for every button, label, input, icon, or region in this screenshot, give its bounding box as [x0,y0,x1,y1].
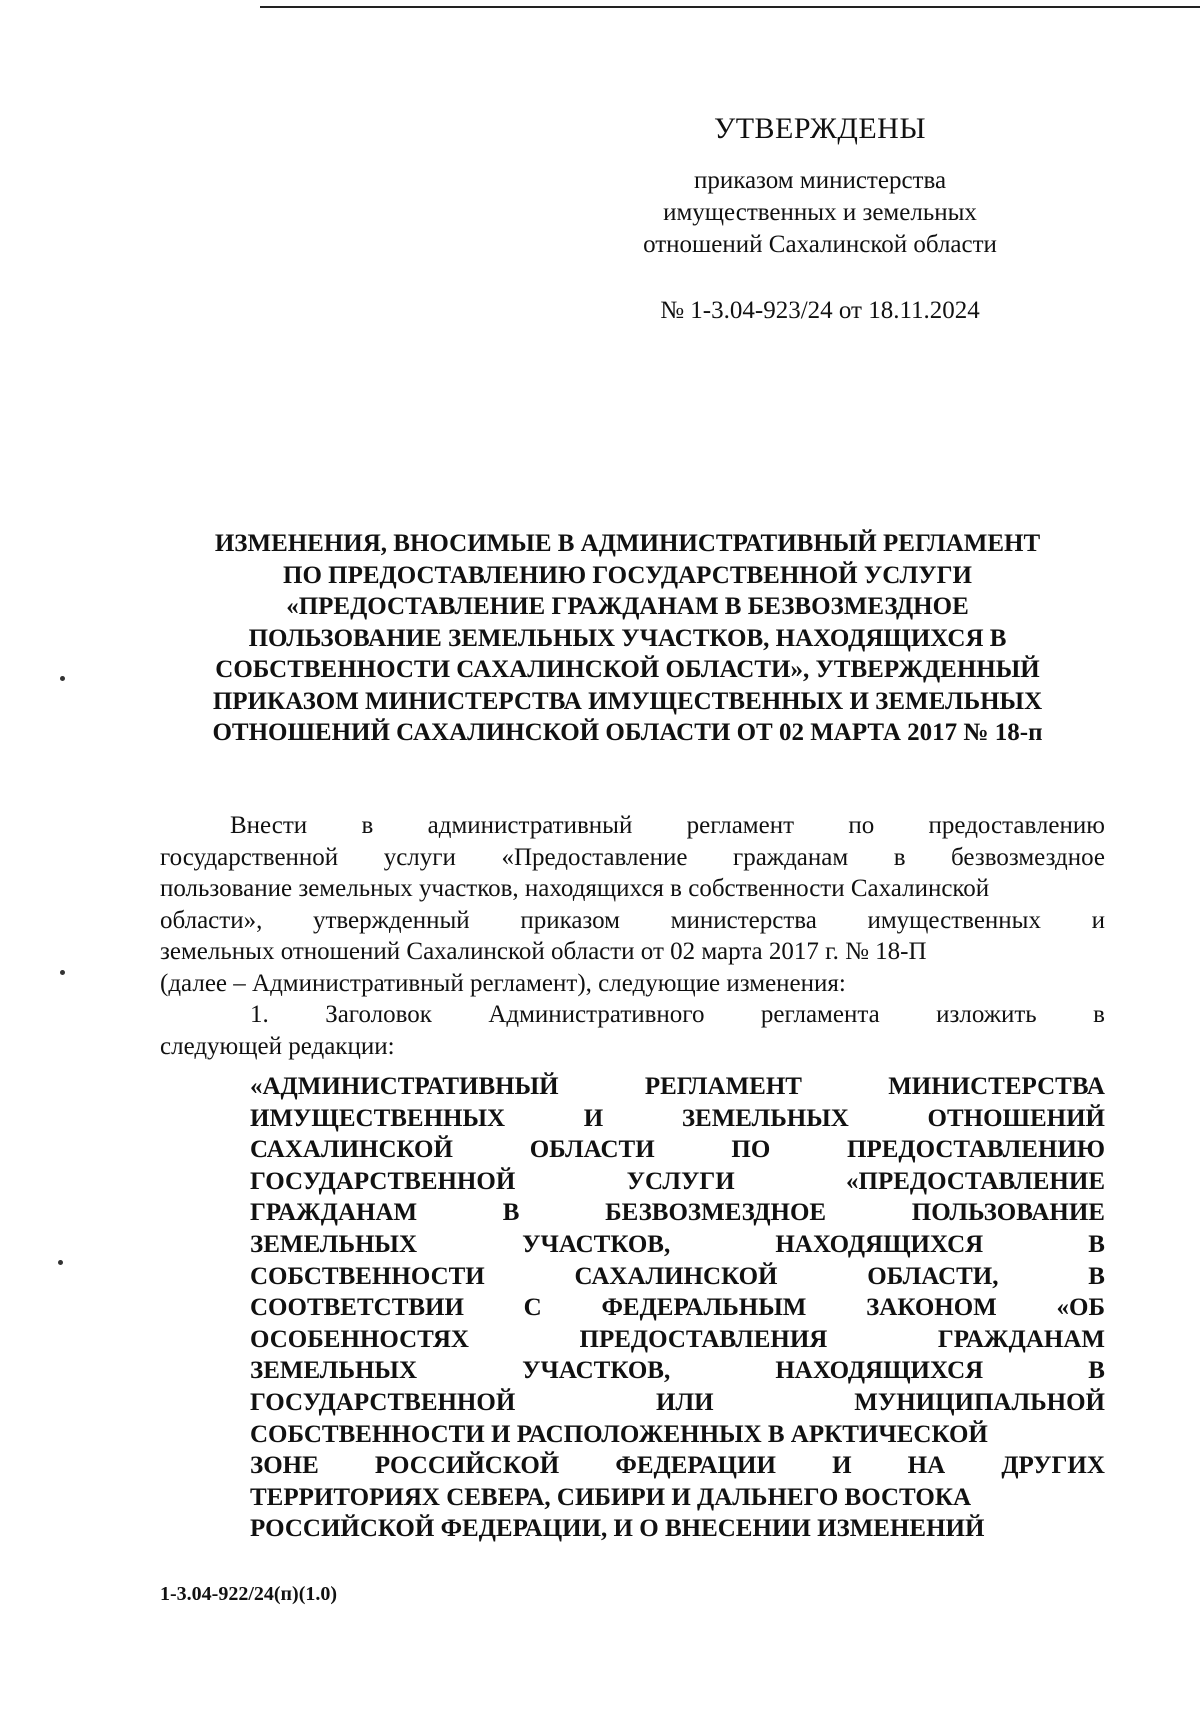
order-number: № 1-3.04-923/24 от 18.11.2024 [660,297,980,324]
title-line: ПО ПРЕДОСТАВЛЕНИЮ ГОСУДАРСТВЕННОЙ УСЛУГИ [283,561,972,589]
quote-word: ОСОБЕННОСТЯХ [250,1325,469,1353]
quote-word: УЧАСТКОВ, [522,1357,671,1385]
quote-word: ГРАЖДАНАМ [250,1199,418,1227]
title-line: ОТНОШЕНИЙ САХАЛИНСКОЙ ОБЛАСТИ ОТ 02 МАРТА 2017 № 18-п [212,719,1043,746]
quote-word: ДРУГИХ [1001,1452,1105,1480]
quote-word: БЕЗВОЗМЕЗДНОЕ [605,1199,827,1227]
quote-word: ОТНОШЕНИЙ [927,1104,1105,1132]
quote-line [250,1071,1105,1103]
quote-word: РОССИЙСКОЙ [374,1452,560,1480]
body-line [160,842,1105,874]
quote-word: В [1088,1357,1105,1385]
scan-top-line [260,6,1200,8]
title-line: «ПРЕДОСТАВЛЕНИЕ ГРАЖДАНАМ В БЕЗВОЗМЕЗДНОЕ [286,593,969,620]
quote-word: НАХОДЯЩИХСЯ [775,1357,984,1385]
quote-word: ЗЕМЕЛЬНЫХ [250,1357,418,1385]
body-word: предоставлению [928,812,1105,839]
quote-line: ТЕРРИТОРИЯХ СЕВЕРА, СИБИРИ И ДАЛЬНЕГО ВОСТОКА [250,1483,972,1511]
quote-line [250,1292,1105,1324]
quote-word: РЕГЛАМЕНТ [644,1073,802,1100]
title-line: ПОЛЬЗОВАНИЕ ЗЕМЕЛЬНЫХ УЧАСТКОВ, НАХОДЯЩИХСЯ В [248,624,1007,652]
quote-word: ПРЕДОСТАВЛЕНИЯ [579,1325,828,1353]
quote-word: ПРЕДОСТАВЛЕНИЮ [847,1136,1105,1164]
body-word: в [1093,1001,1105,1028]
body-text [160,810,1105,1062]
body-line [160,999,1105,1031]
body-word: услуги [383,843,456,871]
quote-line [250,1103,1105,1135]
scan-speck [60,676,65,681]
quote-line [250,1134,1105,1166]
body-word: и [1091,906,1105,934]
body-word: безвозмездное [951,843,1105,871]
body-word: гражданам [732,843,849,871]
quote-word: И [832,1452,852,1480]
body-word: имущественных [867,906,1041,934]
quote-line [250,1324,1105,1356]
body-word: в [893,843,906,871]
quote-word: «ПРЕДОСТАВЛЕНИЕ [846,1167,1105,1195]
body-line: земельных отношений Сахалинской области от 02 марта 2017 г. № 18-П [160,938,927,965]
quote-line [250,1355,1105,1387]
body-word: Внести [230,812,308,839]
body-word: регламента [760,1001,880,1028]
quote-word: И [583,1104,604,1132]
approval-line: отношений Сахалинской области [643,231,997,258]
body-word: Заголовок [325,1001,432,1028]
quote-word: МУНИЦИПАЛЬНОЙ [854,1388,1105,1416]
quote-word: В [1088,1230,1105,1258]
body-word: утвержденный [312,906,470,934]
quote-word: «АДМИНИСТРАТИВНЫЙ [250,1073,559,1100]
quote-word: ИМУЩЕСТВЕННЫХ [250,1104,506,1132]
body-line [160,905,1105,937]
scan-speck [58,1260,63,1265]
approval-block [600,165,1040,261]
quote-line [250,1261,1105,1293]
body-line: пользование земельных участков, находящихся в собственности Сахалинской [160,875,990,902]
quote-word: С [523,1294,542,1322]
quote-word: ФЕДЕРАЛЬНЫМ [601,1294,807,1322]
quote-word: САХАЛИНСКОЙ [250,1136,453,1164]
quote-word: УЧАСТКОВ, [522,1230,671,1258]
body-line: следующей редакции: [160,1032,395,1060]
quote-word: СООТВЕТСТВИИ [250,1294,464,1322]
quote-word: ИЛИ [656,1388,714,1416]
body-word: административный [427,812,633,839]
body-word: области», [160,906,263,934]
quoted-new-title [250,1071,1105,1545]
quote-word: ПОЛЬЗОВАНИЕ [911,1199,1105,1227]
body-word: приказом [520,906,621,934]
quote-line: РОССИЙСКОЙ ФЕДЕРАЦИИ, И О ВНЕСЕНИИ ИЗМЕНЕНИЙ [250,1515,985,1543]
title-line: ИЗМЕНЕНИЯ, ВНОСИМЫЕ В АДМИНИСТРАТИВНЫЙ РЕГЛАМЕНТ [214,530,1041,557]
approval-line: имущественных и земельных [663,199,977,226]
title-line: СОБСТВЕННОСТИ САХАЛИНСКОЙ ОБЛАСТИ», УТВЕРЖДЕННЫЙ [215,656,1040,683]
body-word: в [361,812,374,839]
quote-word: ГОСУДАРСТВЕННОЙ [250,1167,516,1195]
quote-word: В [502,1199,520,1227]
body-word: государственной [160,843,339,871]
approval-line: приказом министерства [693,167,947,194]
quote-line [250,1197,1105,1229]
body-word: министерства [670,906,817,934]
body-word: Административного [488,1001,705,1028]
quote-word: ГРАЖДАНАМ [937,1325,1105,1353]
quote-word: НА [907,1452,946,1480]
body-word: «Предоставление [501,843,688,871]
body-line [160,810,1105,842]
quote-line [250,1387,1105,1419]
quote-word: МИНИСТЕРСТВА [888,1073,1105,1100]
quote-word: «ОБ [1056,1294,1105,1322]
body-word: по [848,812,875,839]
footer-document-code: 1-3.04-922/24(п)(1.0) [160,1583,338,1605]
quote-word: В [1088,1262,1105,1290]
quote-line: СОБСТВЕННОСТИ И РАСПОЛОЖЕННЫХ В АРКТИЧЕСКОЙ [250,1420,988,1448]
body-word: 1. [250,1001,269,1028]
quote-word: ОБЛАСТИ [529,1136,655,1164]
quote-word: ЗАКОНОМ [866,1294,997,1322]
quote-word: УСЛУГИ [626,1167,735,1195]
title-line: ПРИКАЗОМ МИНИСТЕРСТВА ИМУЩЕСТВЕННЫХ И ЗЕМЕЛЬНЫХ [212,687,1043,715]
body-word: регламент [686,812,795,839]
quote-word: ОБЛАСТИ, [867,1262,999,1290]
quote-word: ПО [731,1136,771,1164]
quote-word: ЗЕМЕЛЬНЫХ [681,1104,849,1132]
quote-word: ЗОНЕ [250,1452,319,1480]
quote-word: НАХОДЯЩИХСЯ [775,1230,984,1258]
quote-word: САХАЛИНСКОЙ [574,1262,778,1290]
quote-word: СОБСТВЕННОСТИ [250,1262,485,1290]
body-word: изложить [936,1001,1037,1028]
document-title [150,528,1105,749]
quote-line [250,1166,1105,1198]
scan-speck [60,970,65,975]
quote-word: ЗЕМЕЛЬНЫХ [250,1230,418,1258]
quote-word: ФЕДЕРАЦИИ [615,1452,776,1480]
quote-line [250,1450,1105,1482]
body-line: (далее – Административный регламент), следующие изменения: [160,969,846,997]
quote-word: ГОСУДАРСТВЕННОЙ [250,1388,516,1416]
quote-line [250,1229,1105,1261]
approval-heading: УТВЕРЖДЕНЫ [713,112,927,145]
